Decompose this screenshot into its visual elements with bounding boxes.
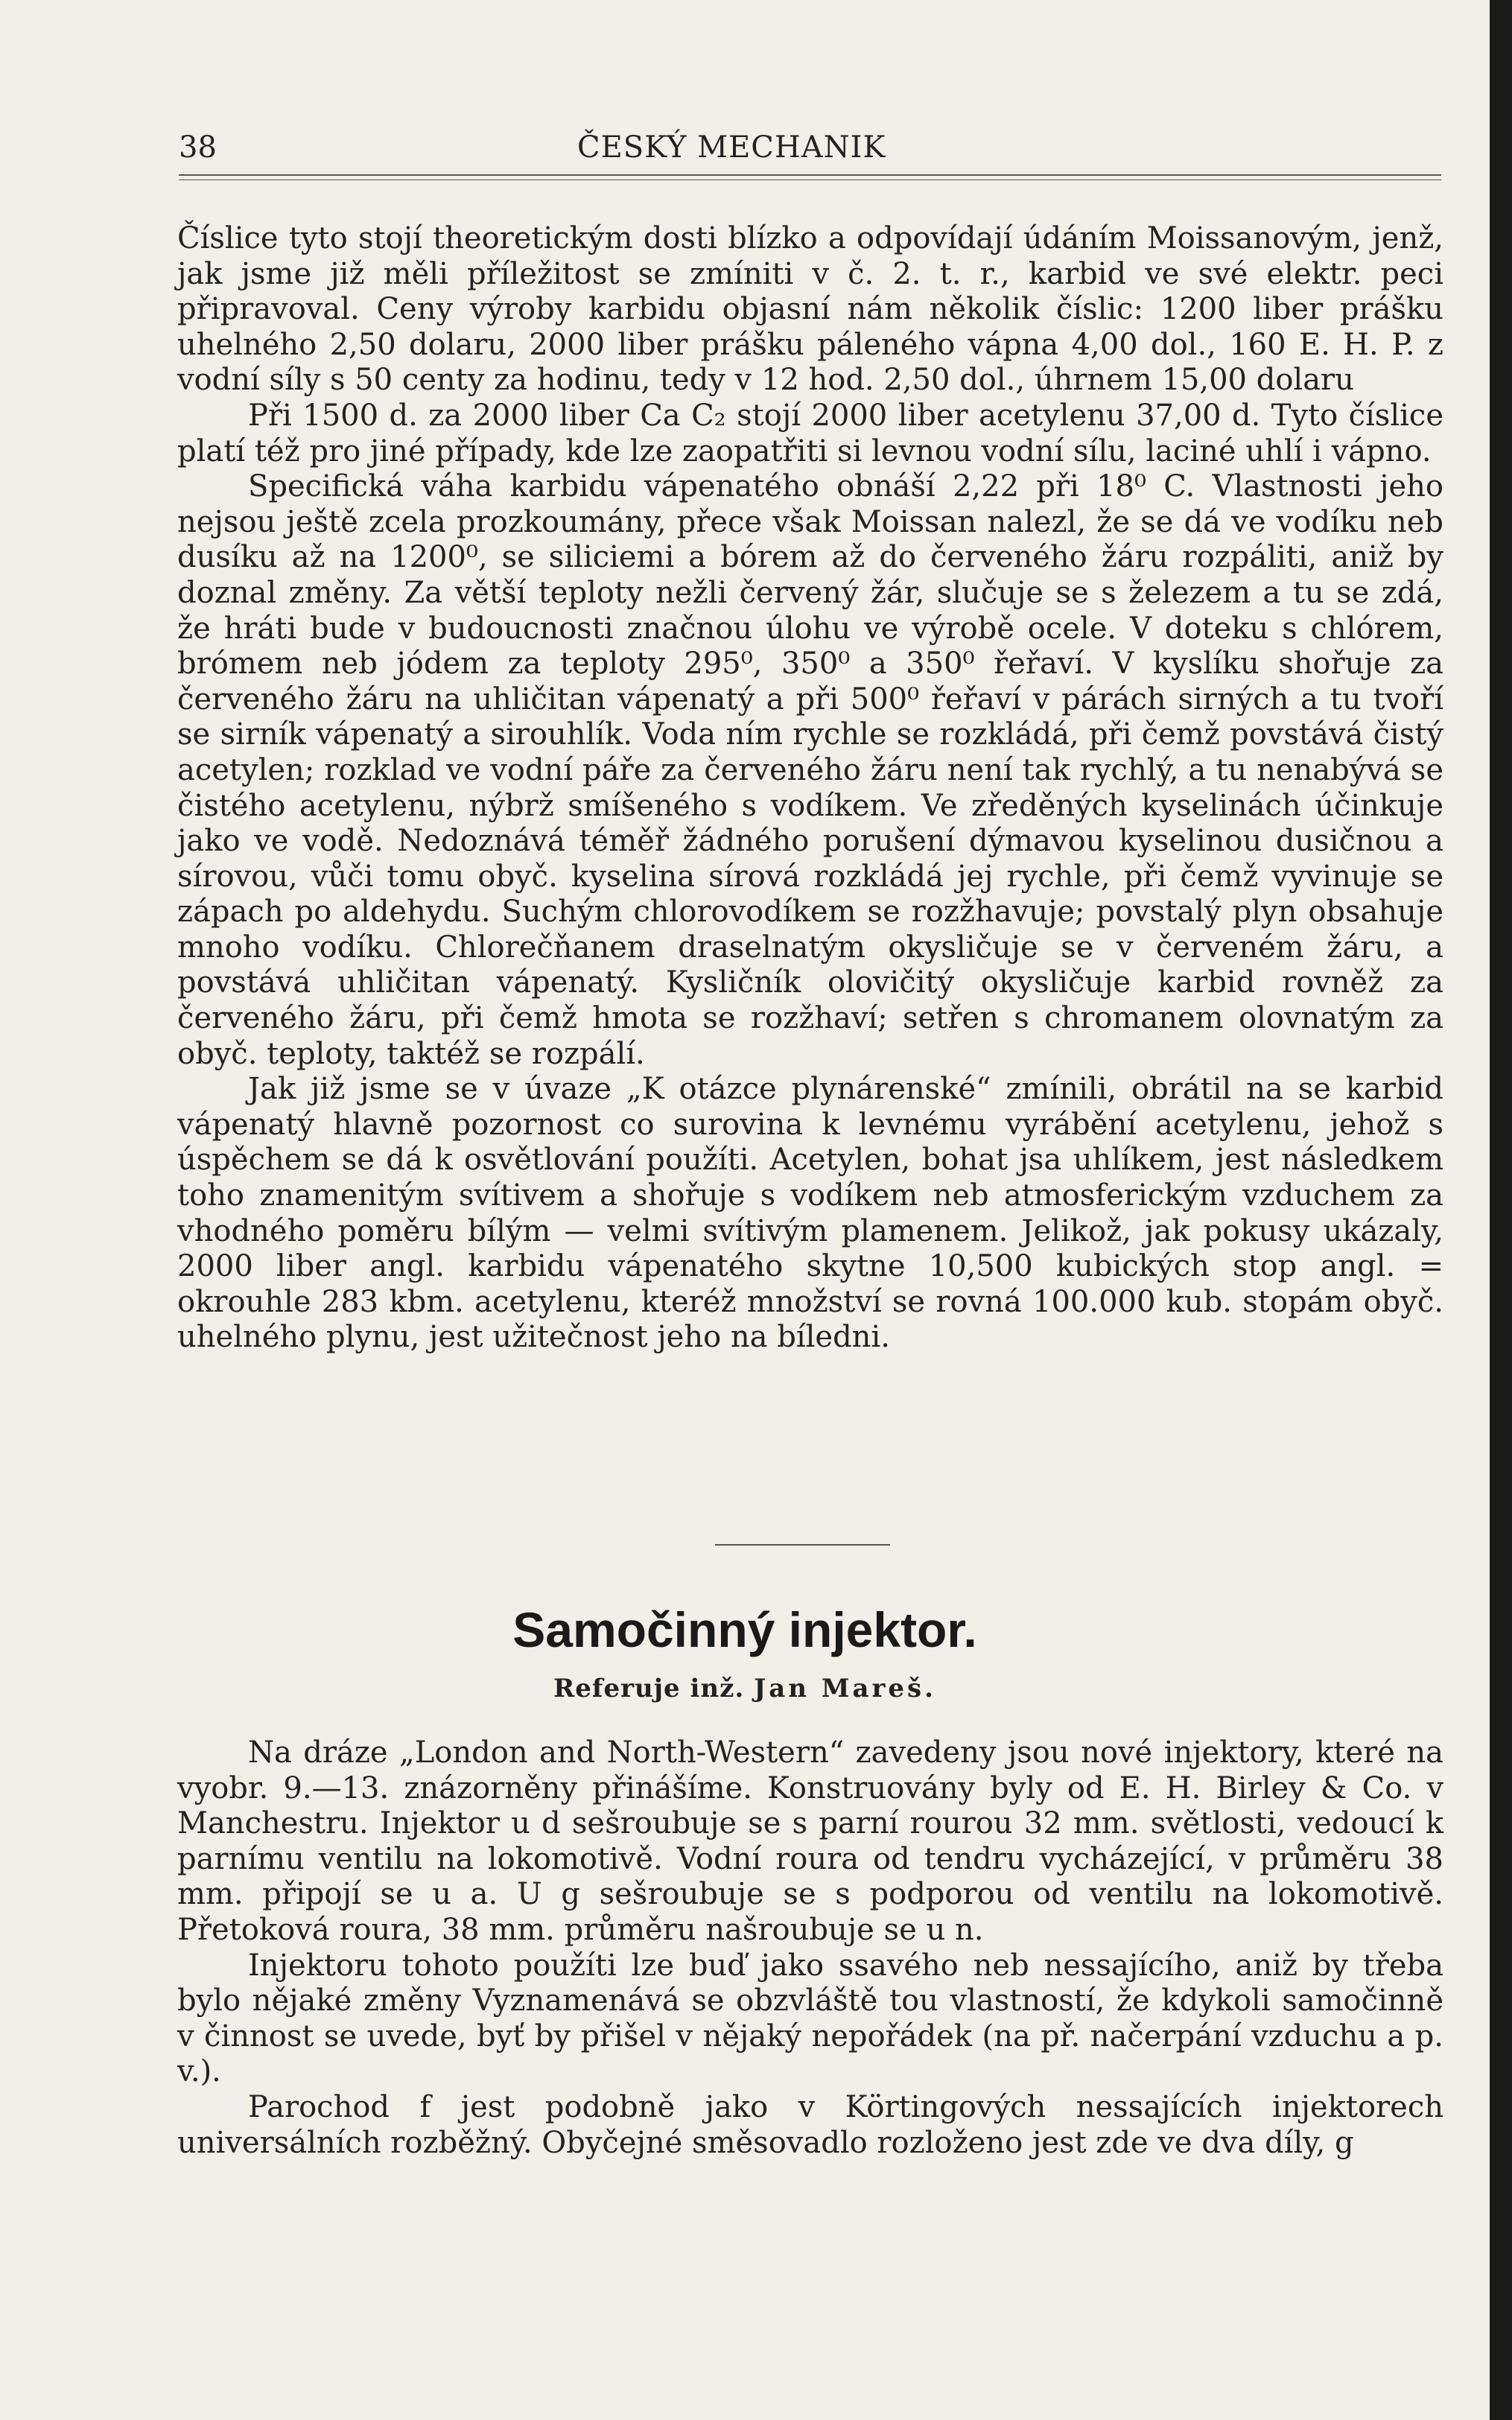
section-paragraph: Parochod f jest podobně jako v Körtingových nessajících injektorech universálních rozběžný. Obyčejné směsovadlo rozloženo jest zde ve dva díly, g: [177, 2089, 1443, 2160]
byline-author: Jan Mareš.: [754, 1674, 937, 1703]
section-title: Samočinný injektor.: [512, 1602, 977, 1657]
byline-prefix: Referuje inž.: [553, 1674, 745, 1703]
page-header: [179, 130, 1441, 165]
page-number: 38: [179, 130, 217, 165]
running-title: ČESKÝ MECHANIK: [577, 130, 886, 165]
article-paragraph: Při 1500 d. za 2000 liber Ca C₂ stojí 2000 liber acetylenu 37,00 d. Tyto číslice platí též pro jiné případy, kde lze zaopatřiti si levnou vodní sílu, laciné uhlí i vápno.: [177, 398, 1443, 469]
article-paragraph: Číslice tyto stojí theoretickým dosti blízko a odpovídají údáním Moissanovým, jenž, jak jsme již měli příležitost se zmíniti v č. 2. t. r., karbid ve své elektr. peci připravoval. Ceny výroby karbidu objasní nám několik číslic: 1200 liber prášku uhelného 2,50 dolaru, 2000 liber prášku páleného vápna 4,00 dol., 160 E. H. P. z vodní síly s 50 centy za hodinu, tedy v 12 hod. 2,50 dol., úhrnem 15,00 dolaru: [177, 221, 1443, 398]
section-paragraph: Na dráze „London and North-Western“ zavedeny jsou nové injektory, které na vyobr. 9.—13. znázorněny přinášíme. Konstruovány byly od E. H. Birley & Co. v Manchestru. Injektor u d sešroubuje se s parní rourou 32 mm. světlosti, vedoucí k parnímu ventilu na lokomotivě. Vodní roura od tendru vycházející, v průměru 38 mm. připojí se u a. U g sešroubuje se s podporou od ventilu na lokomotivě. Přetoková roura, 38 mm. průměru našroubuje se u n.: [177, 1735, 1443, 1947]
section-body: [177, 1735, 1443, 2161]
header-rule: [179, 174, 1441, 176]
article-paragraph: Specifická váha karbidu vápenatého obnáší 2,22 při 18⁰ C. Vlastnosti jeho nejsou ještě zcela prozkoumány, přece však Moissan nalezl, že se dá ve vodíku neb dusíku až na 1200⁰, se siliciemi a bórem až do červeného žáru rozpáliti, aniž by doznal změny. Za větší teploty nežli červený žár, slučuje se s železem a tu se zdá, že hráti bude v budoucnosti značnou úlohu ve výrobě ocele. V doteku s chlórem, brómem neb jódem za teploty 295⁰, 350⁰ a 350⁰ řeřaví. V kyslíku shořuje za červeného žáru na uhličitan vápenatý a při 500⁰ řeřaví v párách sirných a tu tvoří se sirník vápenatý a sirouhlík. Voda ním rychle se rozkládá, při čemž povstává čistý acetylen; rozklad ve vodní páře za červeného žáru není tak rychlý, a tu nenabývá se čistého acetylenu, nýbrž smíšeného s vodíkem. Ve zředěných kyselinách účinkuje jako ve vodě. Nedoznává téměř žádného porušení dýmavou kyselinou dusičnou a sírovou, vůči tomu obyč. kyselina sírová rozkládá jej rychle, při čemž vyvinuje se zápach po aldehydu. Suchým chlorovodíkem se rozžhavuje; povstalý plyn obsahuje mnoho vodíku. Chlorečňanem draselnatým okysličuje se v červeném žáru, a povstává uhličitan vápenatý. Kysličník olovičitý okysličuje karbid rovněž za červeného žáru, při čemž hmota se rozžhaví; setřen s chromanem olovnatým za obyč. teploty, taktéž se rozpálí.: [177, 469, 1443, 1071]
section-separator: [715, 1544, 890, 1546]
article-paragraph: Jak již jsme se v úvaze „K otázce plynárenské“ zmínili, obrátil na se karbid vápenatý hlavně pozornost co surovina k levnému vyrábění acetylenu, jehož s úspěchem se dá k osvětlování použíti. Acetylen, bohat jsa uhlíkem, jest následkem toho znamenitým svítivem a shořuje s vodíkem neb atmosferickým vzduchem za vhodného poměru bílým — velmi svítivým plamenem. Jelikož, jak pokusy ukázaly, 2000 liber angl. karbidu vápenatého skytne 10,500 kubických stop angl. = okrouhle 283 kbm. acetylenu, kteréž množství se rovná 100.000 kub. stopám obyč. uhelného plynu, jest užitečnost jeho na bíledni.: [177, 1072, 1443, 1355]
section-paragraph: Injektoru tohoto použíti lze buď jako ssavého neb nessajícího, aniž by třeba bylo nějaké změny Vyznamenává se obzvláště tou vlastností, že kdykoli samočinně v činnost se uvede, byť by přišel v nějaký nepořádek (na př. načerpání vzduchu a p. v.).: [177, 1948, 1443, 2089]
top-article: [177, 221, 1443, 1356]
byline: [0, 1674, 1490, 1703]
